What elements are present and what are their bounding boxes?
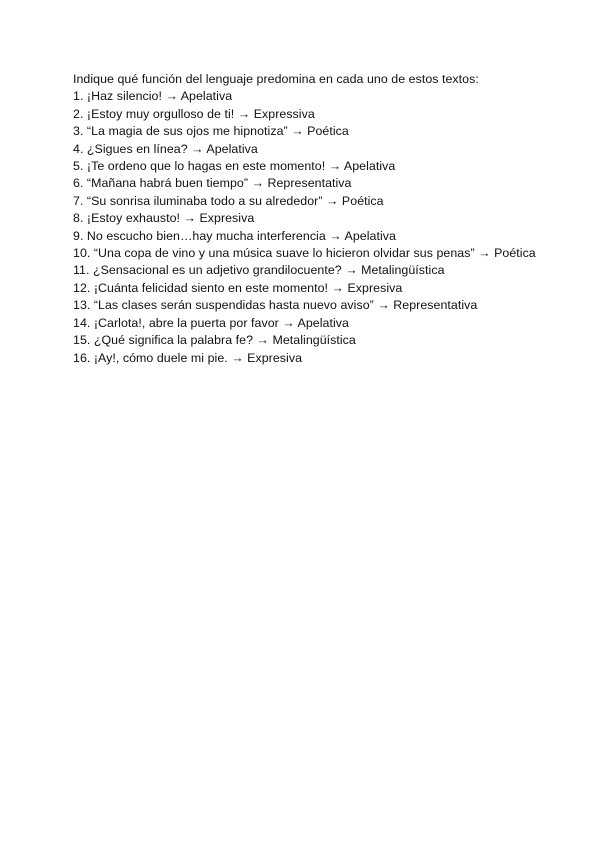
- document-body: [73, 71, 573, 367]
- list-item: 6. “Mañana habrá buen tiempo” → Representativa: [73, 176, 352, 191]
- list-item: 9. No escucho bien…hay mucha interferencia → Apelativa: [73, 228, 396, 243]
- list-item: 5. ¡Te ordeno que lo hagas en este momento! → Apelativa: [73, 159, 396, 174]
- list-item: 2. ¡Estoy muy orgulloso de ti! → Expressiva: [73, 106, 315, 121]
- list-item: 3. “La magia de sus ojos me hipnotiza” → Poética: [73, 124, 349, 139]
- list-item: 8. ¡Estoy exhausto! → Expresiva: [73, 211, 255, 226]
- list-item: 13. “Las clases serán suspendidas hasta nuevo aviso” → Representativa: [73, 298, 478, 313]
- list-item: 4. ¿Sigues en línea? → Apelativa: [73, 141, 258, 156]
- list-item: 1. ¡Haz silencio! → Apelativa: [73, 89, 233, 104]
- list-item: 14. ¡Carlota!, abre la puerta por favor → Apelativa: [73, 315, 349, 330]
- list-item: 15. ¿Qué significa la palabra fe? → Metalingüística: [73, 333, 356, 348]
- list-item: 11. ¿Sensacional es un adjetivo grandilocuente? → Metalingüística: [73, 263, 445, 278]
- list-item: 12. ¡Cuánta felicidad siento en este momento! → Expresiva: [73, 280, 403, 295]
- list-item: 10. “Una copa de vino y una música suave lo hicieron olvidar sus penas” → Poética: [73, 246, 536, 261]
- document-intro: Indique qué función del lenguaje predomina en cada uno de estos textos:: [73, 72, 479, 86]
- list-item: 7. “Su sonrisa iluminaba todo a su alrededor” → Poética: [73, 193, 384, 208]
- list-item: 16. ¡Ay!, cómo duele mi pie. → Expresiva: [73, 350, 303, 365]
